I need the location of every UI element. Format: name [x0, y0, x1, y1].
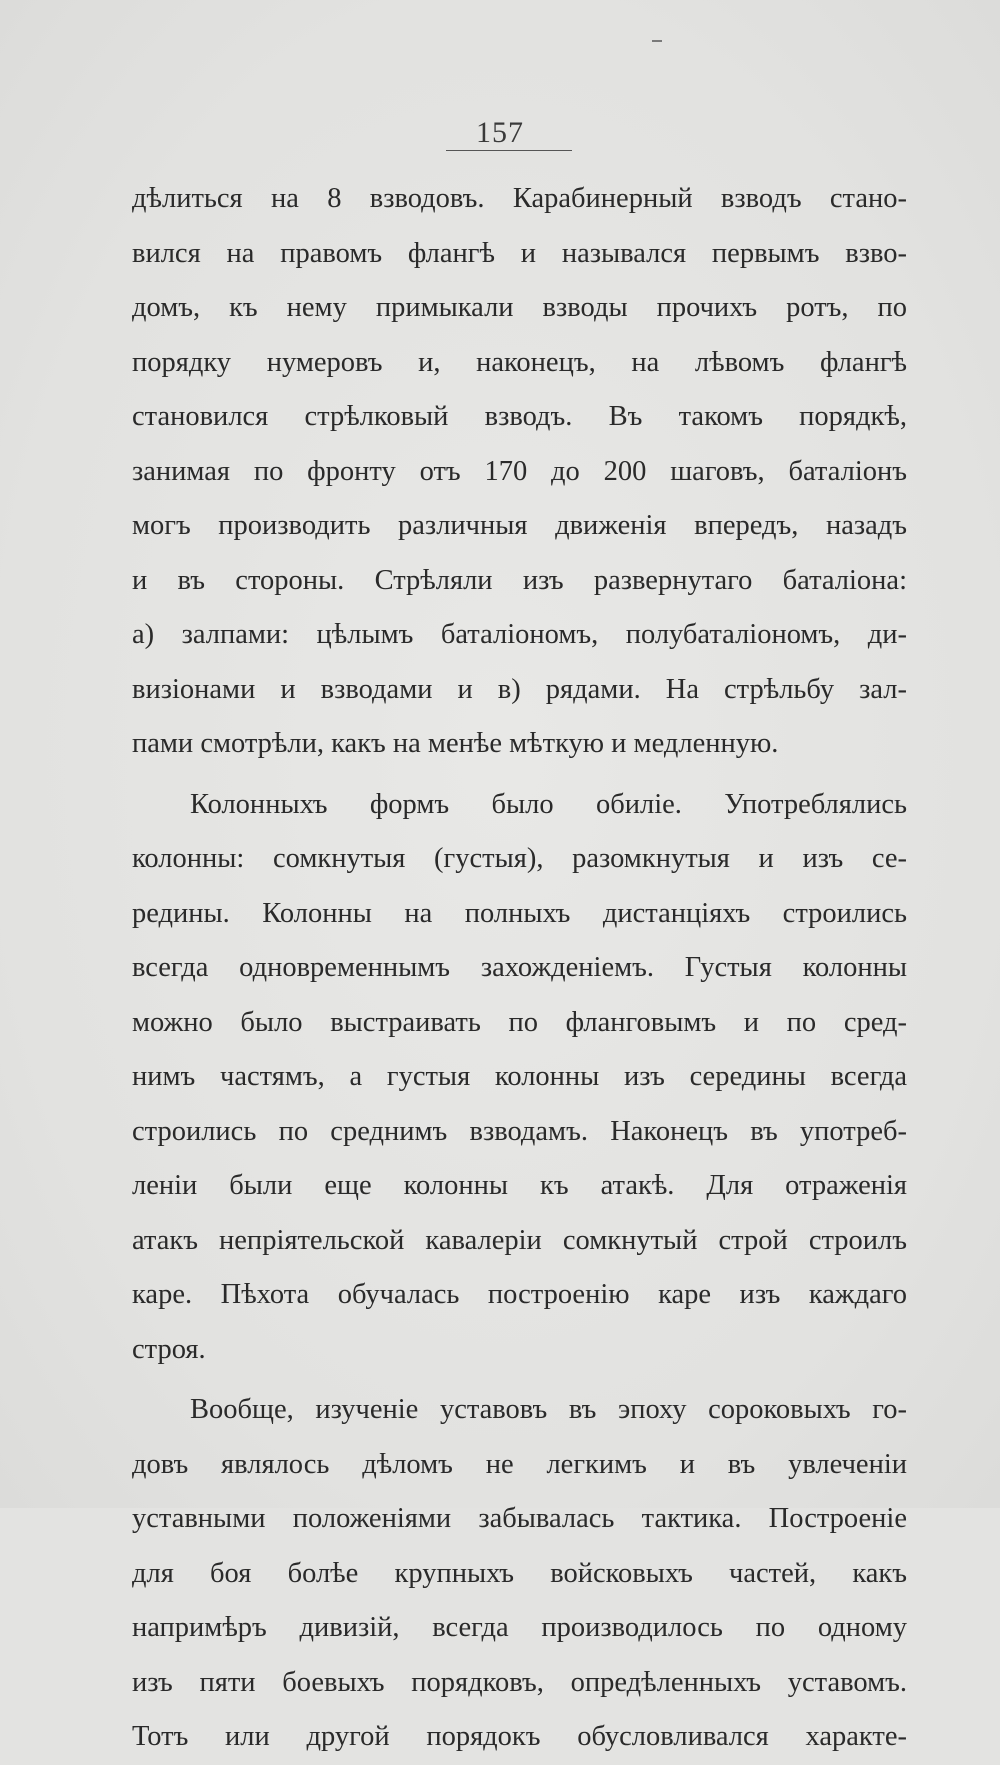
text-line: атакъ непріятельской кавалеріи сомкнутый строй строилъ: [132, 1224, 907, 1256]
text-line: редины. Колонны на полныхъ дистанціяхъ строились: [132, 897, 907, 929]
text-line: пами смотрѣли, какъ на менѣе мѣткую и медленную.: [132, 728, 779, 759]
text-line: леніи были еще колонны къ атакѣ. Для отраженія: [132, 1170, 907, 1201]
body-text: [132, 172, 907, 1765]
text-line: строя.: [132, 1333, 206, 1365]
text-line: изъ пяти боевыхъ порядковъ, опредѣленныхъ уставомъ.: [132, 1666, 907, 1698]
text-line: порядку нумеровъ и, наконецъ, на лѣвомъ флангѣ: [132, 346, 907, 378]
text-line: Тотъ или другой порядокъ обусловливался характе-: [132, 1721, 907, 1752]
text-line: Вообще, изученіе уставовъ въ эпоху сороковыхъ го-: [190, 1394, 907, 1425]
text-line: Колонныхъ формъ было обиліе. Употреблялись: [190, 788, 907, 820]
text-line: нимъ частямъ, а густыя колонны изъ середины всегда: [132, 1061, 907, 1092]
page-number: 157: [476, 116, 524, 149]
text-line: уставными положеніями забывалась тактика. Построеніе: [132, 1503, 907, 1534]
text-line: занимая по фронту отъ 170 до 200 шаговъ, баталіонъ: [132, 455, 907, 487]
text-line: можно было выстраивать по фланговымъ и по сред-: [132, 1006, 907, 1038]
text-line: домъ, къ нему примыкали взводы прочихъ ротъ, по: [132, 292, 907, 323]
text-line: каре. Пѣхота обучалась построенію каре изъ каждаго: [132, 1279, 907, 1310]
text-line: колонны: сомкнутыя (густыя), разомкнутыя и изъ се-: [132, 843, 907, 874]
text-line: дѣлиться на 8 взводовъ. Карабинерный взводъ стано-: [132, 183, 907, 214]
text-line: становился стрѣлковый взводъ. Въ такомъ порядкѣ,: [132, 401, 907, 432]
text-line: а) залпами: цѣлымъ баталіономъ, полубаталіономъ, ди-: [132, 619, 907, 650]
text-line: всегда одновременнымъ захожденіемъ. Густыя колонны: [132, 952, 907, 983]
text-line: строились по среднимъ взводамъ. Наконецъ въ употреб-: [132, 1115, 907, 1147]
text-line: для боя болѣе крупныхъ войсковыхъ частей, какъ: [132, 1557, 907, 1589]
text-line: напримѣръ дивизій, всегда производилось по одному: [132, 1612, 907, 1643]
text-line: могъ производить различныя движенія впередъ, назадъ: [132, 510, 907, 541]
printer-mark: [652, 40, 662, 42]
text-line: и въ стороны. Стрѣляли изъ развернутаго баталіона:: [132, 564, 907, 596]
header-rule: [446, 150, 572, 151]
text-line: вился на правомъ флангѣ и назывался первымъ взво-: [132, 237, 907, 269]
text-line: визіонами и взводами и в) рядами. На стрѣльбу зал-: [132, 673, 907, 705]
text-line: довъ являлось дѣломъ не легкимъ и въ увлеченіи: [132, 1448, 907, 1480]
